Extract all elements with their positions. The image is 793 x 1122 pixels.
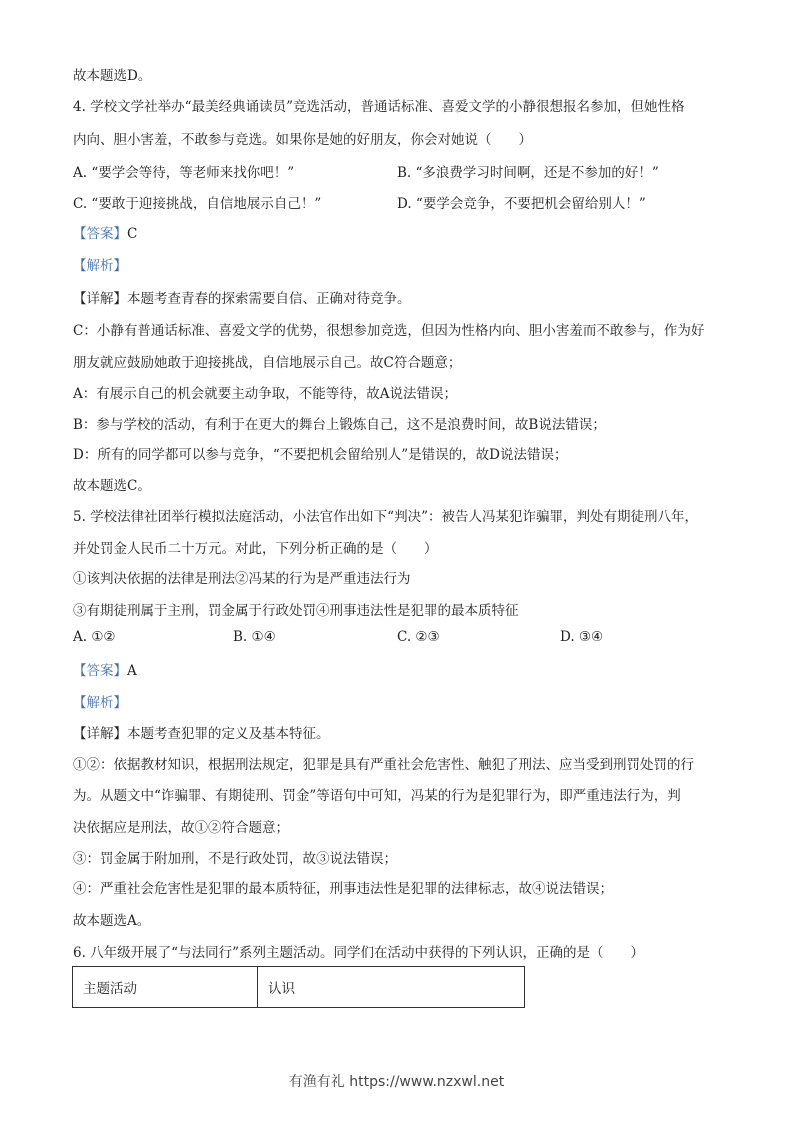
activity-table <box>72 966 525 1008</box>
detail-tag: 【详解】 <box>73 726 127 742</box>
answer-tag: 【答案】 <box>73 663 127 679</box>
text-line: B：参与学校的活动，有利于在更大的舞台上锻炼自己，这不是浪费时间，故B说法错误； <box>73 417 606 433</box>
text-line: D：所有的同学都可以参与竞争，“不要把机会留给别人”是错误的，故D说法错误； <box>73 447 568 463</box>
answer <box>73 222 137 242</box>
statement: ①该判决依据的法律是刑法②冯某的行为是严重违法行为 <box>73 571 411 587</box>
text-line: ①②：依据教材知识，根据刑法规定，犯罪是具有严重社会危害性、触犯了刑法、应当受到刑罚处罚的行 <box>73 757 694 773</box>
answer-value: A <box>127 663 137 679</box>
detail <box>73 287 411 307</box>
text-line: 故本题选A。 <box>73 913 151 929</box>
analysis-tag: 【解析】 <box>73 258 127 274</box>
text-line: C：小静有普通话标准、喜爱文学的优势，很想参加竞选，但因为性格内向、胆小害羞而不敢参与，作为好 <box>73 323 705 339</box>
question-5: 5. 学校法律社团举行模拟法庭活动，小法官作出如下“判决”：被告人冯某犯诈骗罪，判处有期徒刑八年， <box>73 509 698 525</box>
option-a: A. “要学会等待，等老师来找你吧！” <box>73 165 295 181</box>
detail <box>73 722 330 742</box>
question-4: 4. 学校文学社举办“最美经典诵读员”竞选活动，普通话标准、喜爱文学的小静很想报名参加，但她性格 <box>73 99 685 115</box>
text-line: 并处罚金人民币二十万元。对此，下列分析正确的是（ ） <box>73 541 438 557</box>
text-line: ③：罚金属于附加刑，不是行政处罚，故③说法错误； <box>73 851 397 867</box>
analysis-tag: 【解析】 <box>73 695 127 711</box>
table-header: 主题活动 <box>73 967 258 1008</box>
detail-tag: 【详解】 <box>73 291 127 307</box>
option-b: B. ①④ <box>233 629 276 645</box>
statement: ③有期徒刑属于主刑，罚金属于行政处罚④刑事违法性是犯罪的最本质特征 <box>73 603 519 619</box>
option-d: D. ③④ <box>560 629 604 645</box>
option-c: C. ②③ <box>397 629 440 645</box>
detail-text: 本题考查青春的探索需要自信、正确对待竞争。 <box>127 291 411 307</box>
option-d: D. “要学会竞争，不要把机会留给别人！” <box>397 196 646 212</box>
text-line: 为。从题文中“诈骗罪、有期徒刑、罚金”等语句中可知，冯某的行为是犯罪行为，即严重违法行为，判 <box>73 788 681 804</box>
option-a: A. ①② <box>73 629 116 645</box>
footer-watermark: 有渔有礼 https://www.nzxwl.net <box>288 1074 505 1090</box>
text-line: 内向、胆小害羞，不敢参与竞选。如果你是她的好朋友，你会对她说（ ） <box>73 132 532 148</box>
answer-tag: 【答案】 <box>73 226 127 242</box>
text-line: 决依据应是刑法，故①②符合题意； <box>73 820 289 836</box>
table-header: 认识 <box>258 967 525 1008</box>
answer-value: C <box>127 226 138 242</box>
text-line: 故本题选D。 <box>73 68 152 84</box>
text-line: ④：严重社会危害性是犯罪的最本质特征，刑事违法性是犯罪的法律标志，故④说法错误； <box>73 881 613 897</box>
question-6: 6. 八年级开展了“与法同行”系列主题活动。同学们在活动中获得的下列认识，正确的是（ ） <box>73 945 644 961</box>
option-c: C. “要敢于迎接挑战，自信地展示自己！” <box>73 196 322 212</box>
text-line: A：有展示自己的机会就要主动争取，不能等待，故A说法错误； <box>73 386 457 402</box>
answer <box>73 659 137 679</box>
detail-text: 本题考查犯罪的定义及基本特征。 <box>127 726 330 742</box>
text-line: 朋友就应鼓励她敢于迎接挑战，自信地展示自己。故C符合题意； <box>73 355 462 371</box>
option-b: B. “多浪费学习时间啊，还是不参加的好！” <box>397 165 659 181</box>
text-line: 故本题选C。 <box>73 478 151 494</box>
